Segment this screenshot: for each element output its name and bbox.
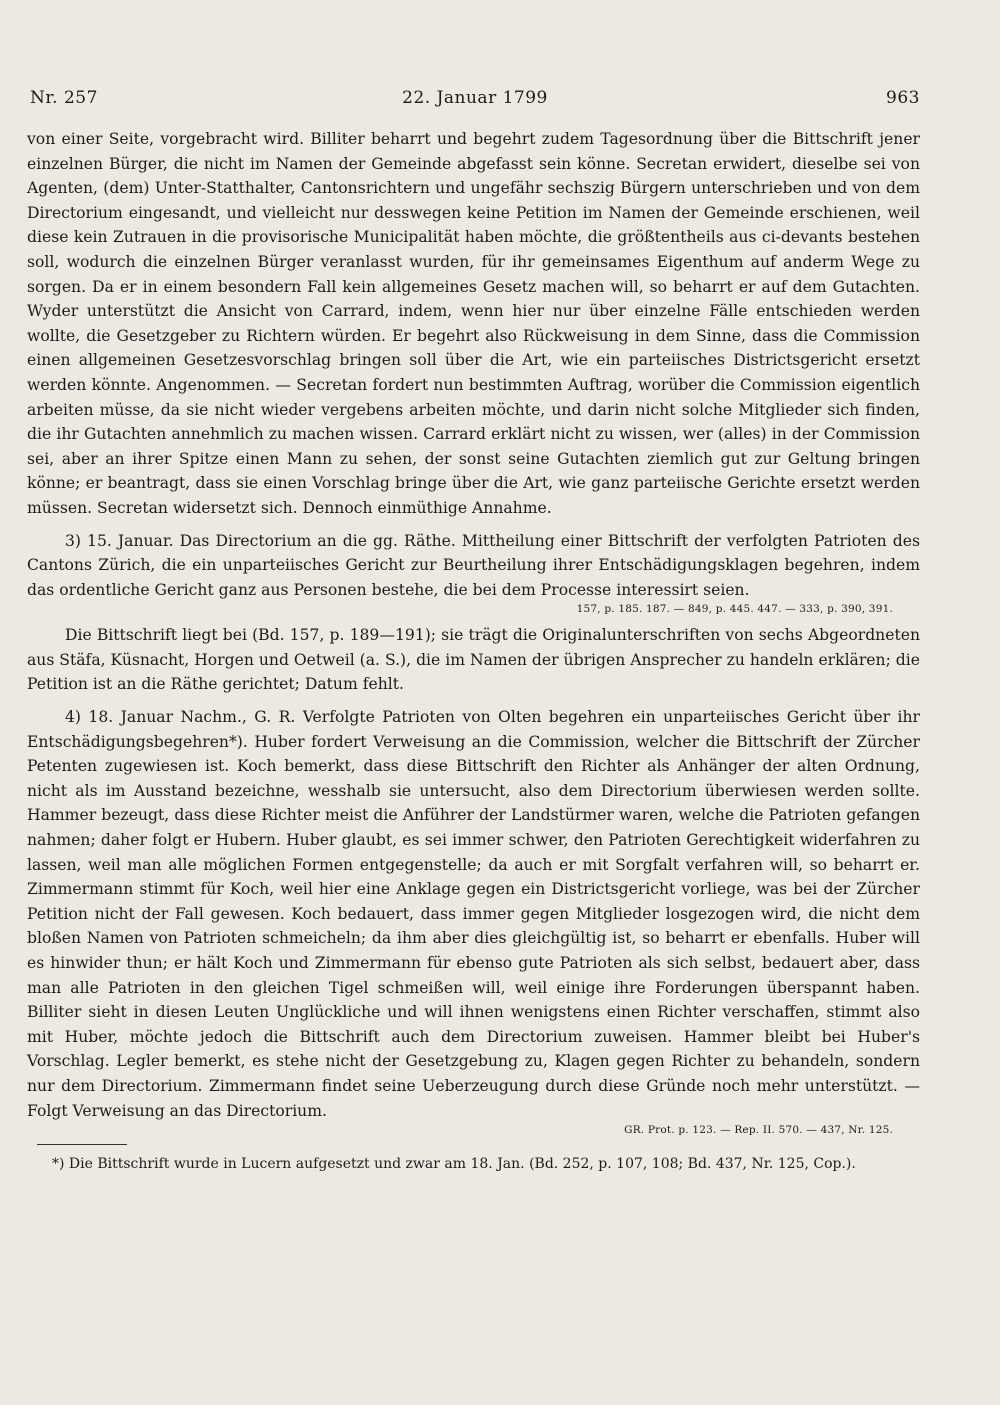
page-body: [27, 127, 920, 1175]
paragraph-continuation: von einer Seite, vorgebracht wird. Billiter beharrt und begehrt zudem Tagesordnung über die Bittschrift jener einzelnen Bürger, die nicht im Namen der Gemeinde abgefasst sein könne. Secretan erwidert, dieselbe sei von Agenten, (dem) Unter-Statthalter, Cantonsrichtern und ungefähr sechszig Bürgern unterschrieben und von dem Directorium eingesandt, und vielleicht nur desswegen keine Petition im Namen der Gemeinde erschienen, weil diese kein Zutrauen in die provisorische Municipalität haben möchte, die größtentheils aus ci-devants bestehen soll, wodurch die einzelnen Bürger veranlasst wurden, für ihr gemeinsames Eigenthum auf anderm Wege zu sorgen. Da er in einem besondern Fall kein allgemeines Gesetz machen will, so beharrt er auf dem Gutachten. Wyder unterstützt die Ansicht von Carrard, indem, wenn hier nur über einzelne Fälle entschieden werden wollte, die Gesetzgeber zu Richtern würden. Er begehrt also Rückweisung in dem Sinne, dass die Commission einen allgemeinen Gesetzesvorschlag bringen soll über die Art, wie ein parteiisches Districtsgericht ersetzt werden könnte. Angenommen. — Secretan fordert nun bestimmten Auftrag, worüber die Commission eigentlich arbeiten müsse, da sie nicht wieder vergebens arbeiten möchte, und darin nicht solche Mitglieder sich finden, die ihr Gutachten annehmlich zu machen wissen. Carrard erklärt nicht zu wissen, wer (alles) in der Commission sei, aber an ihrer Spitze einen Mann zu sehen, der sonst seine Gutachten ziemlich gut zur Geltung bringen könne; er beantragt, dass sie einen Vorschlag bringe über die Art, wie ganz parteiische Gerichte ersetzt werden müssen. Secretan widersetzt sich. Dennoch einmüthige Annahme.: [27, 130, 920, 517]
page-number: 963: [886, 88, 920, 108]
paragraph-note-petition: Die Bittschrift liegt bei (Bd. 157, p. 189—191); sie trägt die Originalunterschriften von sechs Abgeordneten aus Stäfa, Küsnacht, Horgen und Oetweil (a. S.), die im Namen der übrigen Ansprecher zu handeln erklären; die Petition ist an die Räthe gerichtet; Datum fehlt.: [27, 626, 920, 694]
paragraph-entry-3: 3) 15. Januar. Das Directorium an die gg. Räthe. Mittheilung einer Bittschrift der verfolgten Patrioten des Cantons Zürich, die ein unparteiisches Gericht zur Beurtheilung ihrer Entschädigungsklagen begehren, indem das ordentliche Gericht ganz aus Personen bestehe, die bei dem Processe interessirt seien.: [27, 531, 920, 599]
citation-entry-3: 157, p. 185. 187. — 849, p. 445. 447. — 333, p. 390, 391.: [576, 603, 893, 616]
citation-entry-4: GR. Prot. p. 123. — Rep. II. 570. — 437, Nr. 125.: [624, 1124, 893, 1137]
page-date: 22. Januar 1799: [402, 88, 548, 108]
footnote-divider: [37, 1144, 127, 1145]
footnote: *) Die Bittschrift wurde in Lucern aufgesetzt und zwar am 18. Jan. (Bd. 252, p. 107, 108; Bd. 437, Nr. 125, Cop.).: [52, 1156, 856, 1173]
page-header: [30, 88, 920, 116]
paragraph-entry-4: 4) 18. Januar Nachm., G. R. Verfolgte Patrioten von Olten begehren ein unparteiisches Gericht über ihr Entschädigungsbegehren*). Huber fordert Verweisung an die Commission, welcher die Bittschrift der Zürcher Petenten zugewiesen ist. Koch bemerkt, dass diese Bittschrift den Richter als Anhänger der alten Ordnung, nicht als im Ausstand bezeichne, wesshalb sie untersucht, also dem Directorium überwiesen werden sollte. Hammer bezeugt, dass diese Richter meist die Anführer der Landstürmer waren, welche die Patrioten gefangen nahmen; daher folgt er Hubern. Huber glaubt, es sei immer schwer, den Patrioten Gerechtigkeit widerfahren zu lassen, weil man alle möglichen Formen entgegenstelle; da auch er mit Sorgfalt verfahren will, so beharrt er. Zimmermann stimmt für Koch, weil hier eine Anklage gegen ein Districtsgericht vorliege, was bei der Zürcher Petition nicht der Fall gewesen. Koch bedauert, dass immer gegen Mitglieder losgezogen wird, die nicht dem bloßen Namen von Patrioten schmeicheln; da ihm aber dies gleichgültig ist, so beharrt er ebenfalls. Huber will es hinwider thun; er hält Koch und Zimmermann für ebenso gute Patrioten als sich selbst, bedauert aber, dass man alle Patrioten in den gleichen Tigel schmeißen will, weil einige ihre Forderungen überspannt haben. Billiter sieht in diesen Leuten Unglückliche und will ihnen wenigstens einen Richter verschaffen, stimmt also mit Huber, möchte jedoch die Bittschrift auch dem Directorium zuweisen. Hammer bleibt bei Huber's Vorschlag. Legler bemerkt, es stehe nicht der Gesetzgebung zu, Klagen gegen Richter zu behandeln, sondern nur dem Directorium. Zimmermann findet seine Ueberzeugung durch diese Gründe noch mehr unterstützt. — Folgt Verweisung an das Directorium.: [27, 708, 920, 1120]
document-number: Nr. 257: [30, 88, 98, 108]
